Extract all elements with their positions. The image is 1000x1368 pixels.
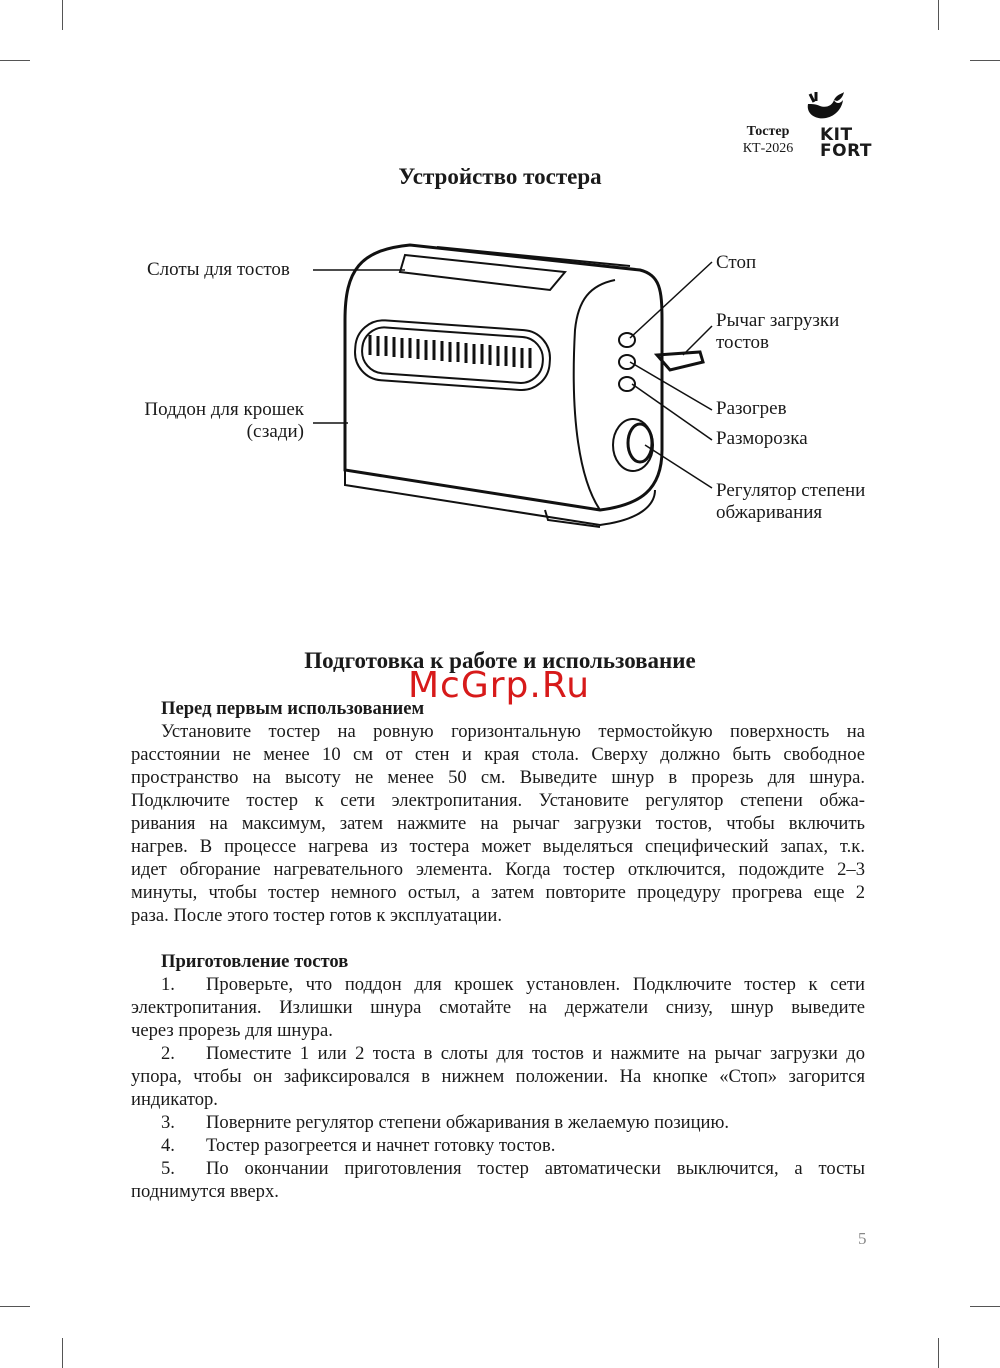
label-regulator-line2: обжаривания: [716, 502, 823, 523]
label-regulator: [716, 480, 865, 524]
whale-logo-icon: [804, 90, 846, 122]
label-crumb-tray-line1: Поддон для крошек: [144, 399, 304, 420]
paragraph-line: минуты, чтобы тостер немного остыл, а затем повторите процедуру прогрева еще 2: [131, 882, 865, 903]
header-product: Тостер: [746, 124, 790, 139]
paragraph-line: ривания на максимум, затем нажмите на рычаг загрузки тостов, чтобы включить: [131, 813, 865, 834]
crop-mark: [62, 1338, 63, 1368]
diagram-title: Устройство тостера: [398, 164, 602, 189]
section-title: Подготовка к работе и использование: [304, 648, 696, 673]
label-regulator-line1: Регулятор степени: [716, 480, 866, 501]
label-reheat: Разогрев: [716, 398, 787, 419]
first-use-section: [131, 697, 865, 927]
list-item: [131, 1157, 865, 1203]
paragraph-line: нагрев. В процессе нагрева из тостера может выделяться специфический запах, т.к.: [131, 836, 865, 857]
list-item-text: поднимутся вверх.: [131, 1181, 279, 1202]
paragraph-line: пространство на высоту не менее 50 см. Выведите шнур в прорезь для шнура.: [131, 767, 865, 788]
label-slots: Слоты для тостов: [147, 259, 290, 280]
list-item-number: 2.: [161, 1043, 175, 1064]
page-number: 5: [858, 1229, 867, 1248]
toasting-section: [131, 950, 865, 1203]
list-item-text: Поместите 1 или 2 тоста в слоты для тостов и нажмите на рычаг загрузки до: [206, 1043, 865, 1064]
list-item: [131, 1111, 865, 1134]
list-item-text: через прорезь для шнура.: [131, 1020, 333, 1041]
paragraph-line: Установите тостер на ровную горизонтальную термостойкую поверхность на: [161, 721, 865, 742]
list-item-number: 1.: [161, 974, 175, 995]
paragraph-line: раза. После этого тостер готов к эксплуатации.: [131, 905, 503, 926]
paragraph-line: расстоянии не менее 10 см от стен и края стола. Сверху должно быть свободное: [131, 744, 865, 765]
list-item-text: По окончании приготовления тостер автоматически выключится, а тосты: [206, 1158, 865, 1179]
label-defrost: Разморозка: [716, 428, 808, 449]
label-lever-line2: тостов: [716, 332, 769, 353]
label-lever: [716, 310, 839, 354]
brand-line2: FORT: [820, 141, 872, 161]
list-item-text: индикатор.: [131, 1089, 218, 1110]
first-use-paragraph: [131, 720, 865, 927]
list-item-text: Поверните регулятор степени обжаривания в желаемую позицию.: [206, 1112, 730, 1133]
brand-line1: KIT: [820, 125, 853, 145]
vent-slots: [370, 335, 530, 368]
crop-mark: [938, 0, 939, 30]
paragraph-line: Подключите тостер к сети электропитания. Установите регулятор степени обжа-: [131, 790, 865, 811]
list-item-number: 3.: [161, 1112, 175, 1133]
toasting-heading: Приготовление тостов: [161, 951, 349, 972]
label-crumb-tray-line2: (сзади): [246, 421, 304, 442]
toaster-diagram: [300, 235, 720, 535]
list-item-number: 4.: [161, 1135, 175, 1156]
list-item-text: Проверьте, что поддон для крошек установлен. Подключите тостер к сети: [206, 974, 865, 995]
crop-mark: [970, 60, 1000, 61]
crop-mark: [62, 0, 63, 30]
list-item-text: Тостер разогреется и начнет готовку тостов.: [206, 1135, 556, 1156]
toasting-steps: [131, 973, 865, 1203]
list-item-text: упора, чтобы он зафиксировался в нижнем положении. На кнопке «Стоп» загорится: [131, 1066, 865, 1087]
header-model: КТ-2026: [742, 141, 794, 156]
crop-mark: [0, 60, 30, 61]
watermark: McGrp.Ru: [408, 665, 591, 706]
list-item: [131, 1042, 865, 1111]
crop-mark: [970, 1306, 1000, 1307]
label-lever-line1: Рычаг загрузки: [716, 310, 840, 331]
list-item-text: электропитания. Излишки шнура смотайте на держатели снизу, шнур выведите: [131, 997, 865, 1018]
paragraph-line: идет обгорание нагревательного элемента. Когда тостер отключится, подождите 2–3: [131, 859, 865, 880]
label-crumb-tray: [129, 399, 304, 443]
crop-mark: [0, 1306, 30, 1307]
brand-logo: [802, 90, 872, 159]
list-item: [131, 973, 865, 1042]
list-item: [131, 1134, 865, 1157]
header-product-info: [735, 123, 801, 157]
crop-mark: [938, 1338, 939, 1368]
label-stop: Стоп: [716, 252, 757, 273]
list-item-number: 5.: [161, 1158, 175, 1179]
first-use-heading: Перед первым использованием: [161, 698, 425, 719]
